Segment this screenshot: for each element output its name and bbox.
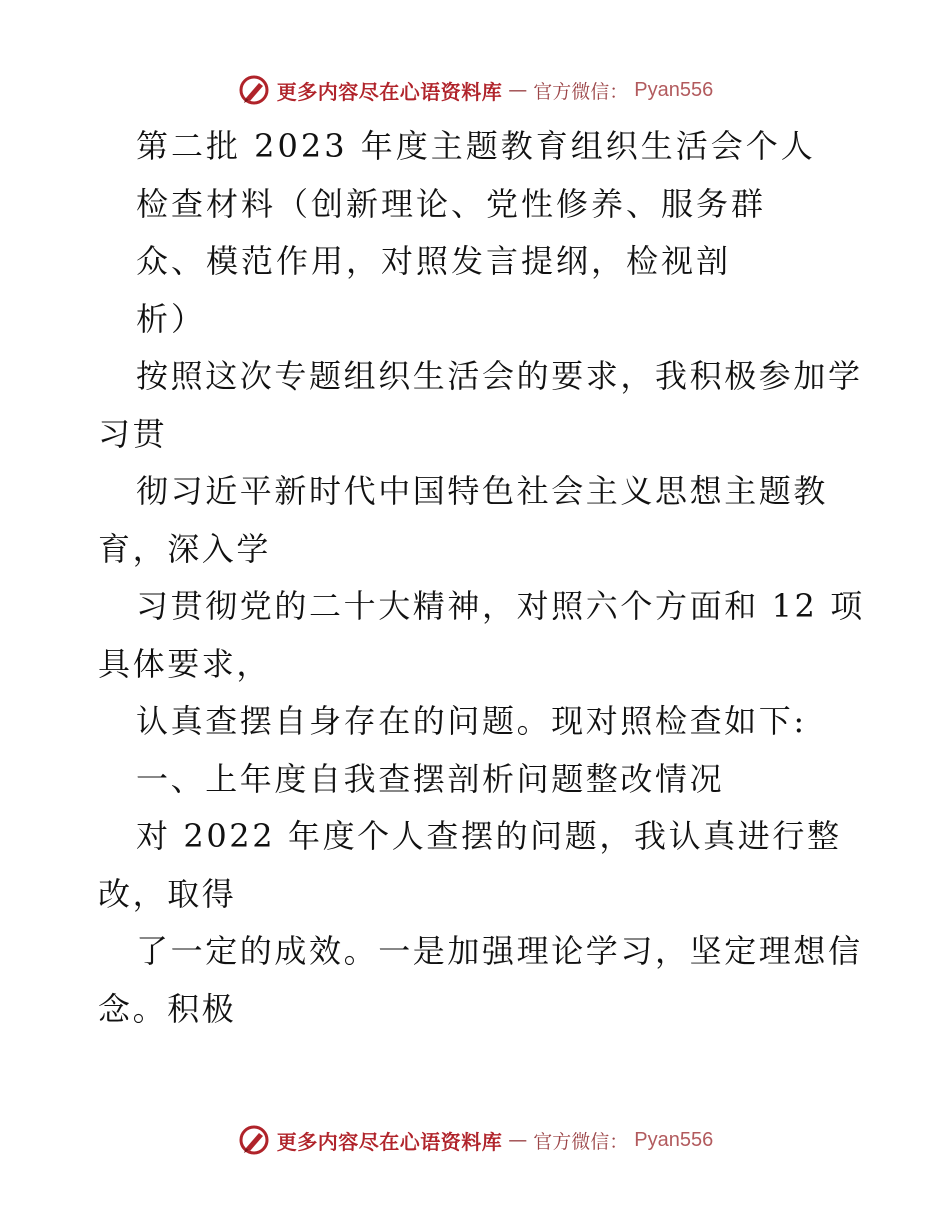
paragraph-line: 彻习近平新时代中国特色社会主义思想主题教 [136, 472, 829, 510]
title-line: 检查材料（创新理论、党性修养、服务群 [136, 184, 767, 223]
pen-in-circle-logo-icon [237, 1123, 271, 1157]
paragraph-line: 习贯 [98, 414, 168, 453]
watermark-header [0, 70, 950, 110]
title-line: 第二批 2023 年度主题教育组织生活会个人 [136, 127, 816, 165]
paragraph-line: 按照这次专题组织生活会的要求，我积极参加学 [136, 357, 863, 395]
section-heading: 一、上年度自我查摆剖析问题整改情况 [136, 759, 725, 798]
paragraph-line: 念。积极 [98, 989, 237, 1028]
paragraph-line: 具体要求， [98, 644, 272, 683]
watermark-separator: — [508, 1129, 528, 1151]
paragraph-line: 了一定的成效。一是加强理论学习，坚定理想信 [136, 932, 863, 970]
paragraph-line: 育，深入学 [98, 529, 272, 568]
watermark-text: 更多内容尽在心语资料库 [276, 1129, 503, 1154]
watermark-separator: — [508, 79, 528, 101]
title-line: 众、模范作用，对照发言提纲，检视剖 [136, 242, 732, 280]
watermark-label: 官方微信： [533, 1130, 629, 1153]
pen-in-circle-logo-icon [237, 73, 271, 107]
title-line: 析） [136, 299, 207, 338]
watermark-label: 官方微信： [533, 80, 629, 103]
paragraph-line: 习贯彻党的二十大精神，对照六个方面和 12 项 [136, 587, 865, 625]
paragraph-line: 认真查摆自身存在的问题。现对照检查如下: [136, 702, 807, 740]
watermark-wechat-id: Pyan556 [634, 1128, 714, 1151]
watermark-wechat-id: Pyan556 [634, 78, 714, 101]
paragraph-line: 对 2022 年度个人查摆的问题，我认真进行整 [136, 817, 842, 855]
document-body [98, 118, 865, 1038]
paragraph-line: 改，取得 [98, 874, 237, 913]
watermark-text: 更多内容尽在心语资料库 [276, 79, 503, 104]
watermark-footer [0, 1120, 950, 1160]
